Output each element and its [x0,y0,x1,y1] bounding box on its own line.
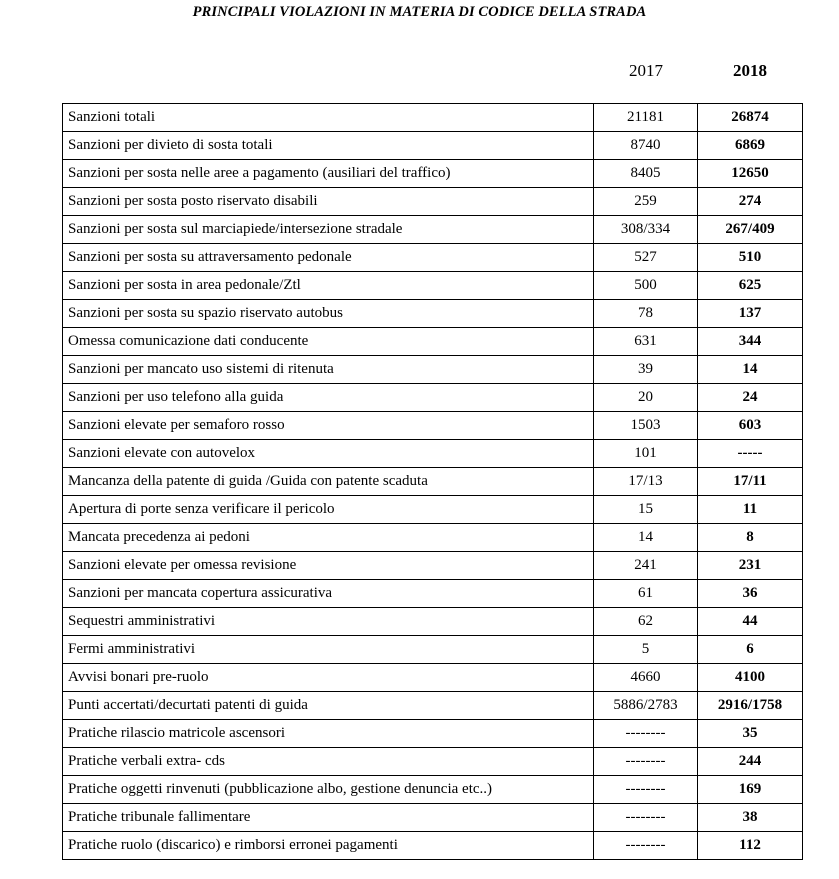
row-label: Omessa comunicazione dati conducente [63,328,594,356]
table-row [63,748,803,776]
value-2017: 527 [594,244,698,272]
table-row [63,104,803,132]
row-label: Sanzioni per divieto di sosta totali [63,132,594,160]
value-2018: 344 [698,328,803,356]
table-row [63,776,803,804]
row-label: Pratiche oggetti rinvenuti (pubblicazione albo, gestione denuncia etc..) [63,776,594,804]
value-2018: 26874 [698,104,803,132]
value-2017: 241 [594,552,698,580]
row-label: Avvisi bonari pre-ruolo [63,664,594,692]
table-row [63,496,803,524]
document-title: PRINCIPALI VIOLAZIONI IN MATERIA DI CODICE DELLA STRADA [192,4,647,20]
table-row [63,580,803,608]
row-label: Sanzioni per mancata copertura assicurativa [63,580,594,608]
table-row [63,188,803,216]
value-2017: 8405 [594,160,698,188]
row-label: Sanzioni per sosta sul marciapiede/intersezione stradale [63,216,594,244]
table-row [63,412,803,440]
value-2017: -------- [594,804,698,832]
year-header-2018: 2018 [733,61,767,80]
table-row [63,664,803,692]
row-label: Pratiche rilascio matricole ascensori [63,720,594,748]
row-label: Sanzioni per uso telefono alla guida [63,384,594,412]
value-2017: 631 [594,328,698,356]
row-label: Apertura di porte senza verificare il pericolo [63,496,594,524]
table-row [63,692,803,720]
table-row [63,328,803,356]
value-2018: 24 [698,384,803,412]
value-2017: 4660 [594,664,698,692]
value-2018: 12650 [698,160,803,188]
value-2017: 259 [594,188,698,216]
value-2017: 61 [594,580,698,608]
table-row [63,552,803,580]
value-2018: 274 [698,188,803,216]
table-row [63,720,803,748]
value-2018: 6 [698,636,803,664]
value-2017: 1503 [594,412,698,440]
table-row [63,160,803,188]
table-row [63,524,803,552]
value-2017: -------- [594,776,698,804]
table-row [63,216,803,244]
row-label: Sanzioni per sosta in area pedonale/Ztl [63,272,594,300]
row-label: Fermi amministrativi [63,636,594,664]
value-2017: 20 [594,384,698,412]
table-row [63,132,803,160]
value-2017: -------- [594,720,698,748]
year-header-2017: 2017 [629,61,663,80]
value-2017: 8740 [594,132,698,160]
value-2018: 36 [698,580,803,608]
table-row [63,384,803,412]
value-2017: 62 [594,608,698,636]
value-2018: 17/11 [698,468,803,496]
row-label: Sanzioni per sosta nelle aree a pagamento (ausiliari del traffico) [63,160,594,188]
value-2018: 231 [698,552,803,580]
value-2018: 35 [698,720,803,748]
row-label: Sanzioni per sosta su spazio riservato autobus [63,300,594,328]
value-2017: 78 [594,300,698,328]
table-row [63,300,803,328]
row-label: Sanzioni per mancato uso sistemi di ritenuta [63,356,594,384]
table-row [63,440,803,468]
table-row [63,468,803,496]
row-label: Mancanza della patente di guida /Guida con patente scaduta [63,468,594,496]
row-label: Sanzioni totali [63,104,594,132]
value-2018: 2916/1758 [698,692,803,720]
value-2018: 38 [698,804,803,832]
row-label: Pratiche tribunale fallimentare [63,804,594,832]
violations-table [62,103,803,860]
value-2017: 308/334 [594,216,698,244]
value-2017: 17/13 [594,468,698,496]
value-2018: 112 [698,832,803,860]
row-label: Sanzioni per sosta posto riservato disabili [63,188,594,216]
value-2017: 39 [594,356,698,384]
value-2018: 4100 [698,664,803,692]
value-2017: 500 [594,272,698,300]
row-label: Sanzioni elevate per semaforo rosso [63,412,594,440]
value-2017: -------- [594,748,698,776]
value-2018: 625 [698,272,803,300]
table-row [63,804,803,832]
row-label: Punti accertati/decurtati patenti di guida [63,692,594,720]
value-2018: 267/409 [698,216,803,244]
value-2017: 14 [594,524,698,552]
value-2018: 510 [698,244,803,272]
value-2018: ----- [698,440,803,468]
value-2017: 5886/2783 [594,692,698,720]
table-row [63,608,803,636]
row-label: Sanzioni per sosta su attraversamento pedonale [63,244,594,272]
table-row [63,244,803,272]
table-body [63,104,803,860]
value-2018: 137 [698,300,803,328]
table-row [63,356,803,384]
table-row [63,636,803,664]
value-2017: 21181 [594,104,698,132]
row-label: Pratiche ruolo (discarico) e rimborsi erronei pagamenti [63,832,594,860]
value-2018: 8 [698,524,803,552]
row-label: Sanzioni elevate con autovelox [63,440,594,468]
row-label: Sequestri amministrativi [63,608,594,636]
value-2018: 603 [698,412,803,440]
value-2018: 244 [698,748,803,776]
value-2017: 101 [594,440,698,468]
value-2017: 5 [594,636,698,664]
row-label: Sanzioni elevate per omessa revisione [63,552,594,580]
table-row [63,832,803,860]
value-2018: 11 [698,496,803,524]
value-2018: 14 [698,356,803,384]
value-2017: -------- [594,832,698,860]
row-label: Pratiche verbali extra- cds [63,748,594,776]
value-2017: 15 [594,496,698,524]
value-2018: 44 [698,608,803,636]
value-2018: 6869 [698,132,803,160]
row-label: Mancata precedenza ai pedoni [63,524,594,552]
table-row [63,272,803,300]
value-2018: 169 [698,776,803,804]
